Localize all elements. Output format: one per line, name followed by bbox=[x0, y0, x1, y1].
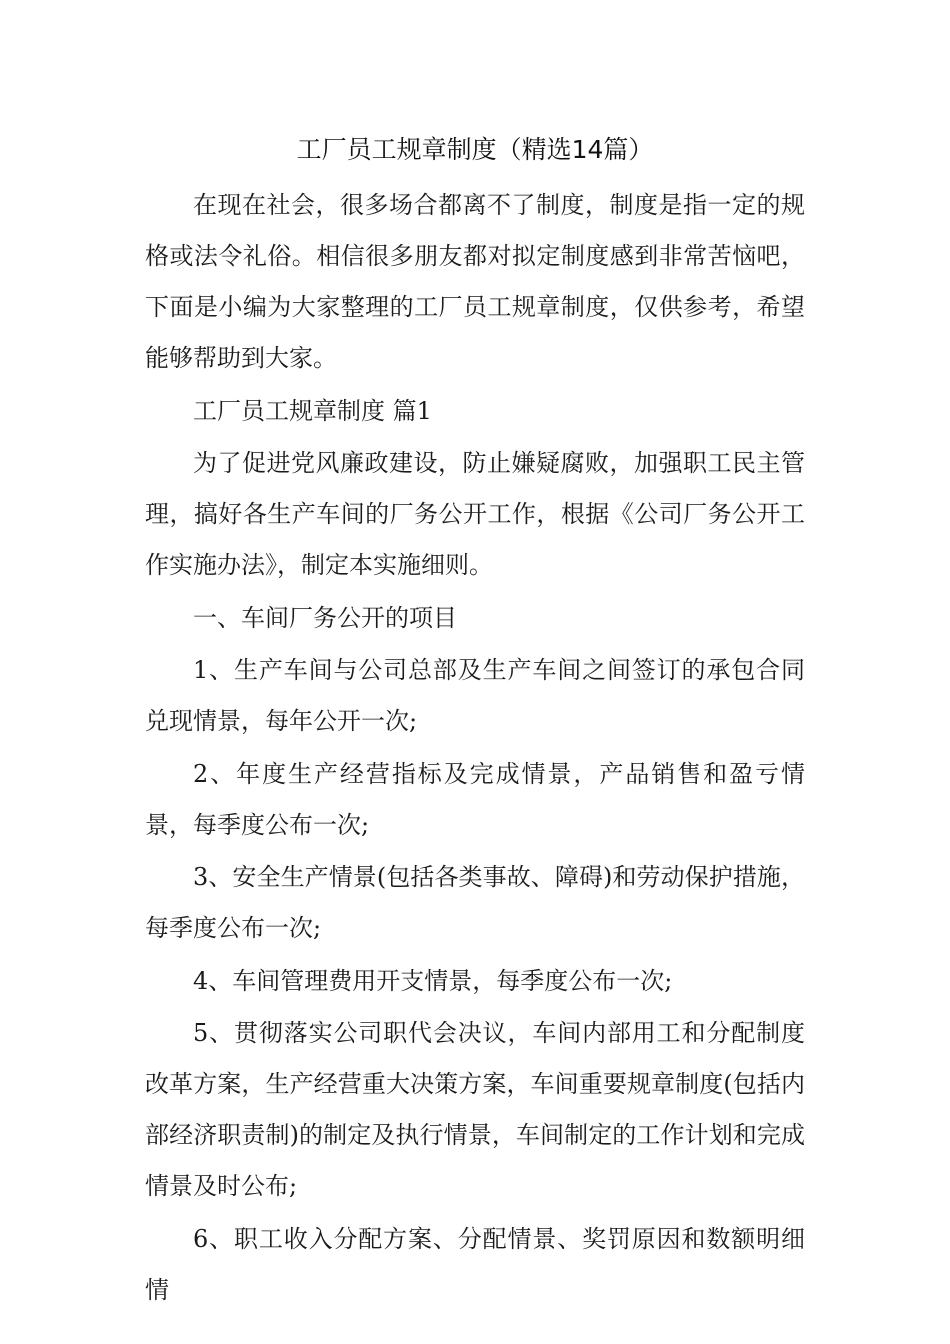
document-title: 工厂员工规章制度（精选14篇） bbox=[296, 135, 654, 164]
list-item: 5、贯彻落实公司职代会决议，车间内部用工和分配制度改革方案，生产经营重大决策方案，车间重要规章制度(包括内部经济职责制)的制定及执行情景，车间制定的工作计划和完成情景及时公布; bbox=[145, 1019, 805, 1200]
section-heading: 工厂员工规章制度 篇1 bbox=[193, 396, 432, 425]
body-paragraph: 为了促进党风廉政建设，防止嫌疑腐败，加强职工民主管理，搞好各生产车间的厂务公开工作，根据《公司厂务公开工作实施办法》，制定本实施细则。 bbox=[145, 449, 805, 579]
list-item: 2、年度生产经营指标及完成情景，产品销售和盈亏情景，每季度公布一次; bbox=[145, 759, 805, 839]
list-item: 3、安全生产情景(包括各类事故、障碍)和劳动保护措施，每季度公布一次; bbox=[145, 863, 805, 942]
subsection-heading: 一、车间厂务公开的项目 bbox=[193, 603, 457, 632]
document-body bbox=[145, 180, 805, 1317]
list-item: 4、车间管理费用开支情景，每季度公布一次; bbox=[193, 966, 673, 995]
list-item: 1、生产车间与公司总部及生产车间之间签订的承包合同兑现情景，每年公开一次; bbox=[145, 656, 805, 735]
intro-paragraph: 在现在社会，很多场合都离不了制度，制度是指一定的规格或法令礼俗。相信很多朋友都对拟定制度感到非常苦恼吧，下面是小编为大家整理的工厂员工规章制度，仅供参考，希望能够帮助到大家。 bbox=[145, 191, 805, 372]
list-item: 6、职工收入分配方案、分配情景、奖罚原因和数额明细情 bbox=[145, 1224, 805, 1304]
